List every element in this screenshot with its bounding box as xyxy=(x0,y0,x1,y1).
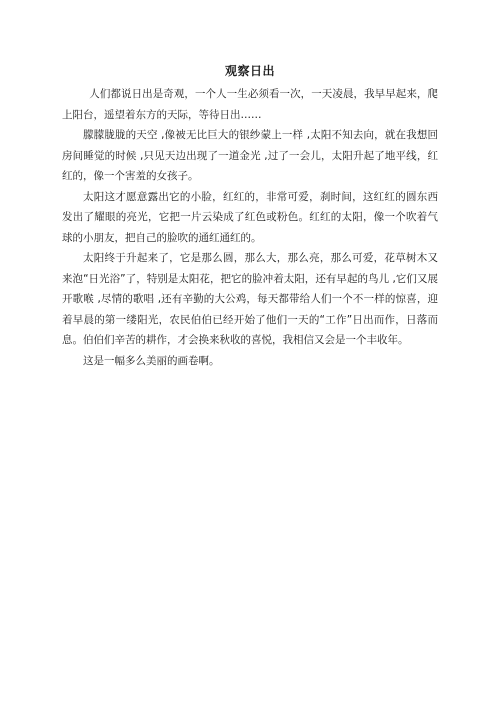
paragraph-5: 这是一幅多么美丽的画卷啊。 xyxy=(83,354,220,367)
paragraph-3: 太阳这才愿意露出它的小脸，红红的，非常可爱，刹时间，这红红的圆东西发出了耀眼的亮光，它把一片云染成了红色或粉色。红红的太阳，像一个吹着气球的小朋友，把自己的脸吹的通红通红的。 xyxy=(62,190,438,244)
paragraph-2: 朦朦胧胧的天空 ,像被无比巨大的银纱蒙上一样 ,太阳不知去向，就在我想回房间睡觉的时候 ,只见天边出现了一道金光 ,过了一会儿，太阳升起了地平线，红红的，像一个害羞的女孩子。 xyxy=(62,129,438,182)
paragraph-4: 太阳终于升起来了，它是那么圆，那么大，那么亮，那么可爱，花草树木又来泡“日光浴”了，特别是太阳花，把它的脸冲着太阳，还有早起的鸟儿 ,它们又展开歌喉 ,尽情的歌唱 ,还有辛勤的大公鸡，每天都带给人们一个不一样的惊喜，迎着早晨的第一缕阳光，农民伯伯已经开始了他们一天的“工作”日出而作，日落而息。伯伯们辛苦的耕作，才会换来秋收的喜悦，我相信又会是一个丰收年。 xyxy=(62,252,438,346)
paragraph-1: 人们都说日出是奇观，一个人一生必须看一次，一天凌晨，我早早起来，爬上阳台，遥望着东方的天际，等待日出…… xyxy=(62,88,438,121)
document-page xyxy=(62,62,438,371)
document-title: 观察日出 xyxy=(224,64,275,78)
